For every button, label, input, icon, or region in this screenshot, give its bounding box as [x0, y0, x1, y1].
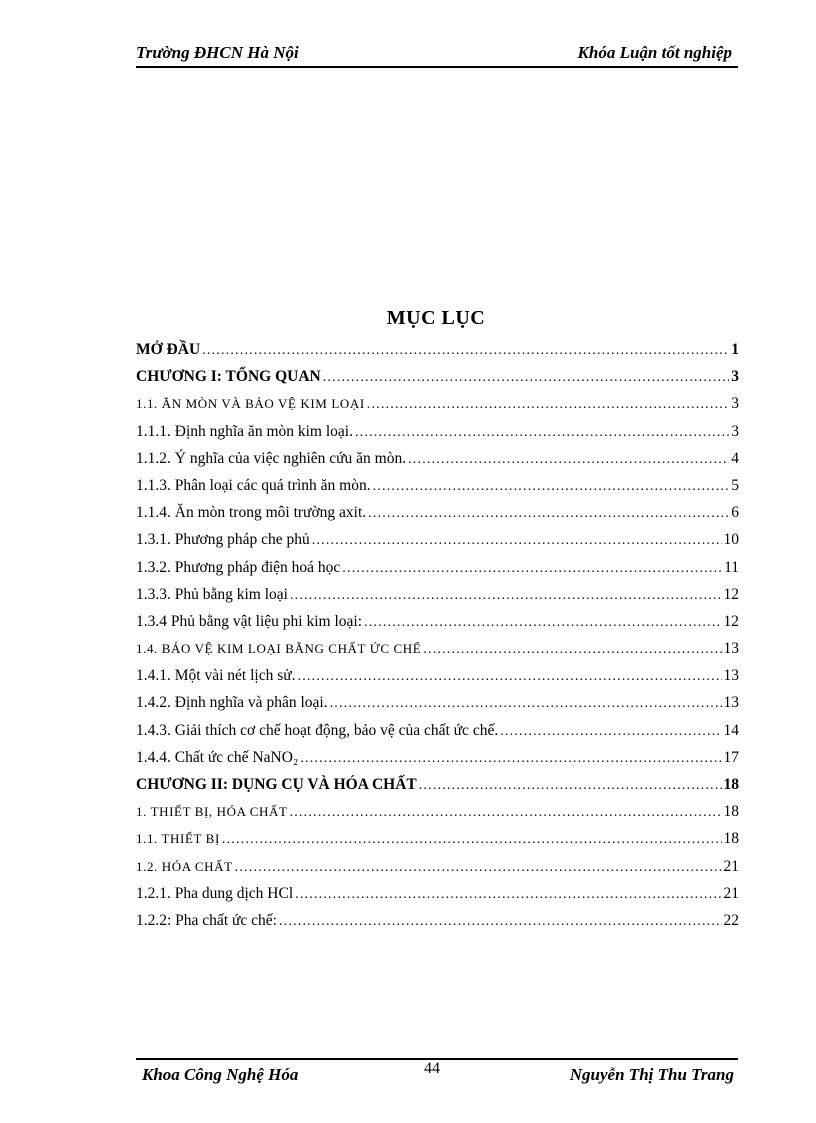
toc-entry-page: 10 [723, 531, 739, 549]
toc-entry-label: 1.3.2. Phương pháp điện hoá học [136, 558, 341, 576]
toc-entry-page: 21 [723, 884, 739, 902]
toc-entry-page: 18 [723, 830, 739, 848]
toc-entry[interactable] [136, 749, 739, 776]
toc-entry-label: 1.4. BẢO VỆ KIM LOẠI BẰNG CHẤT ỨC CHẾ [136, 641, 422, 657]
toc-entry-label: 1.3.1. Phương pháp che phủ [136, 531, 310, 549]
toc-entry-page: 11 [724, 558, 739, 576]
toc-leader-dots [279, 914, 722, 930]
toc-leader-dots [222, 832, 722, 848]
toc-entry[interactable] [136, 450, 739, 477]
page-footer [136, 1058, 738, 1090]
toc-entry[interactable] [136, 858, 739, 885]
toc-entry[interactable] [136, 559, 739, 586]
toc-entry-page: 14 [723, 721, 739, 739]
footer-author: Nguyễn Thị Thu Trang [569, 1065, 734, 1084]
toc-entry-page: 22 [723, 911, 739, 929]
toc-leader-dots [290, 805, 722, 821]
toc-entry-page: 12 [723, 612, 739, 630]
toc-entry[interactable] [136, 694, 739, 721]
toc-entry-page: 3 [731, 395, 739, 413]
toc-entry[interactable] [136, 531, 739, 558]
toc-entry-page: 4 [731, 449, 739, 467]
toc-leader-dots [235, 860, 722, 876]
toc-entry[interactable] [136, 640, 739, 667]
toc-entry[interactable] [136, 912, 739, 939]
toc-entry-label: CHƯƠNG I: TỔNG QUAN [136, 368, 321, 386]
toc-leader-dots [423, 642, 721, 658]
page-number: 44 [424, 1060, 440, 1077]
toc-entry-label: 1.4.3. Giải thích cơ chế hoạt động, bảo vệ của chất ức chế. [136, 721, 499, 739]
toc-entry[interactable] [136, 586, 739, 613]
toc-entry-page: 18 [723, 776, 739, 793]
toc-entry-label: 1.1.2. Ý nghĩa của việc nghiên cứu ăn mòn. [136, 449, 407, 467]
toc-title: MỤC LỤC [386, 307, 486, 329]
toc-entry-label: 1.3.3. Phủ bằng kim loại [136, 585, 288, 603]
toc-entry[interactable] [136, 423, 739, 450]
toc-entry-page: 6 [731, 504, 739, 522]
toc-entry-page: 18 [723, 803, 739, 821]
toc-entry-label: MỞ ĐẦU [136, 341, 201, 358]
table-of-contents [136, 341, 739, 939]
toc-entry-page: 13 [723, 694, 739, 712]
toc-entry-label: 1.2.2: Pha chất ức chế: [136, 911, 277, 929]
toc-entry-label: 1. THIẾT BỊ, HÓA CHẤT [136, 804, 288, 820]
toc-leader-dots [364, 615, 721, 631]
toc-leader-dots [298, 669, 722, 685]
toc-leader-dots [368, 506, 729, 522]
toc-leader-dots [408, 452, 729, 468]
toc-entry-page: 3 [731, 368, 739, 386]
toc-entry[interactable] [136, 477, 739, 504]
toc-leader-dots [367, 397, 729, 413]
toc-leader-dots [500, 724, 721, 740]
toc-entry-label: 1.1.4. Ăn mòn trong môi trường axit. [136, 504, 367, 522]
toc-entry-page: 17 [723, 748, 739, 766]
toc-leader-dots [295, 887, 721, 903]
toc-entry-page: 12 [723, 585, 739, 603]
toc-leader-dots [202, 343, 729, 359]
toc-entry-label: 1.1.1. Định nghĩa ăn mòn kim loại. [136, 422, 353, 440]
toc-entry-label: 1.1. THIẾT BỊ [136, 831, 220, 847]
toc-entry[interactable] [136, 613, 739, 640]
toc-leader-dots [290, 588, 722, 604]
toc-leader-dots [312, 533, 722, 549]
toc-leader-dots [342, 561, 722, 577]
toc-entry-page: 21 [723, 857, 739, 875]
header-doc-type: Khóa Luận tốt nghiệp [577, 43, 732, 62]
toc-entry-page: 1 [731, 341, 739, 358]
toc-entry[interactable] [136, 368, 739, 395]
toc-leader-dots [419, 778, 722, 794]
toc-entry-label: 1.1. ĂN MÒN VÀ BẢO VỆ KIM LOẠI [136, 396, 365, 412]
toc-entry-page: 3 [731, 422, 739, 440]
toc-entry-page: 13 [723, 640, 739, 658]
toc-leader-dots [373, 479, 730, 495]
toc-entry[interactable] [136, 803, 739, 830]
toc-entry-page: 13 [723, 667, 739, 685]
toc-entry[interactable] [136, 395, 739, 422]
toc-entry[interactable] [136, 504, 739, 531]
toc-entry-label: 1.4.2. Định nghĩa và phân loại. [136, 694, 328, 712]
toc-entry-label: CHƯƠNG II: DỤNG CỤ VÀ HÓA CHẤT [136, 776, 417, 793]
toc-entry[interactable] [136, 776, 739, 803]
toc-leader-dots [355, 425, 729, 441]
toc-entry[interactable] [136, 667, 739, 694]
toc-entry[interactable] [136, 830, 739, 857]
toc-entry[interactable] [136, 722, 739, 749]
header-school: Trường ĐHCN Hà Nội [136, 43, 299, 62]
toc-leader-dots [330, 696, 722, 712]
footer-faculty: Khoa Công Nghệ Hóa [142, 1065, 299, 1084]
toc-entry-page: 5 [731, 476, 739, 494]
toc-entry[interactable] [136, 341, 739, 368]
toc-entry[interactable] [136, 885, 739, 912]
toc-entry-label: 1.2. HÓA CHẤT [136, 858, 233, 874]
toc-entry-label: 1.3.4 Phủ bằng vật liệu phi kim loại: [136, 612, 363, 630]
page-header [136, 40, 738, 68]
toc-entry-label: 1.4.1. Một vài nét lịch sử. [136, 667, 296, 685]
toc-entry-label: 1.2.1. Pha dung dịch HCl [136, 884, 294, 902]
toc-leader-dots [300, 751, 721, 767]
toc-leader-dots [323, 370, 730, 386]
toc-entry-label: 1.4.4. Chất ức chế NaNO₂ [136, 748, 299, 766]
toc-entry-label: 1.1.3. Phân loại các quá trình ăn mòn. [136, 476, 371, 494]
